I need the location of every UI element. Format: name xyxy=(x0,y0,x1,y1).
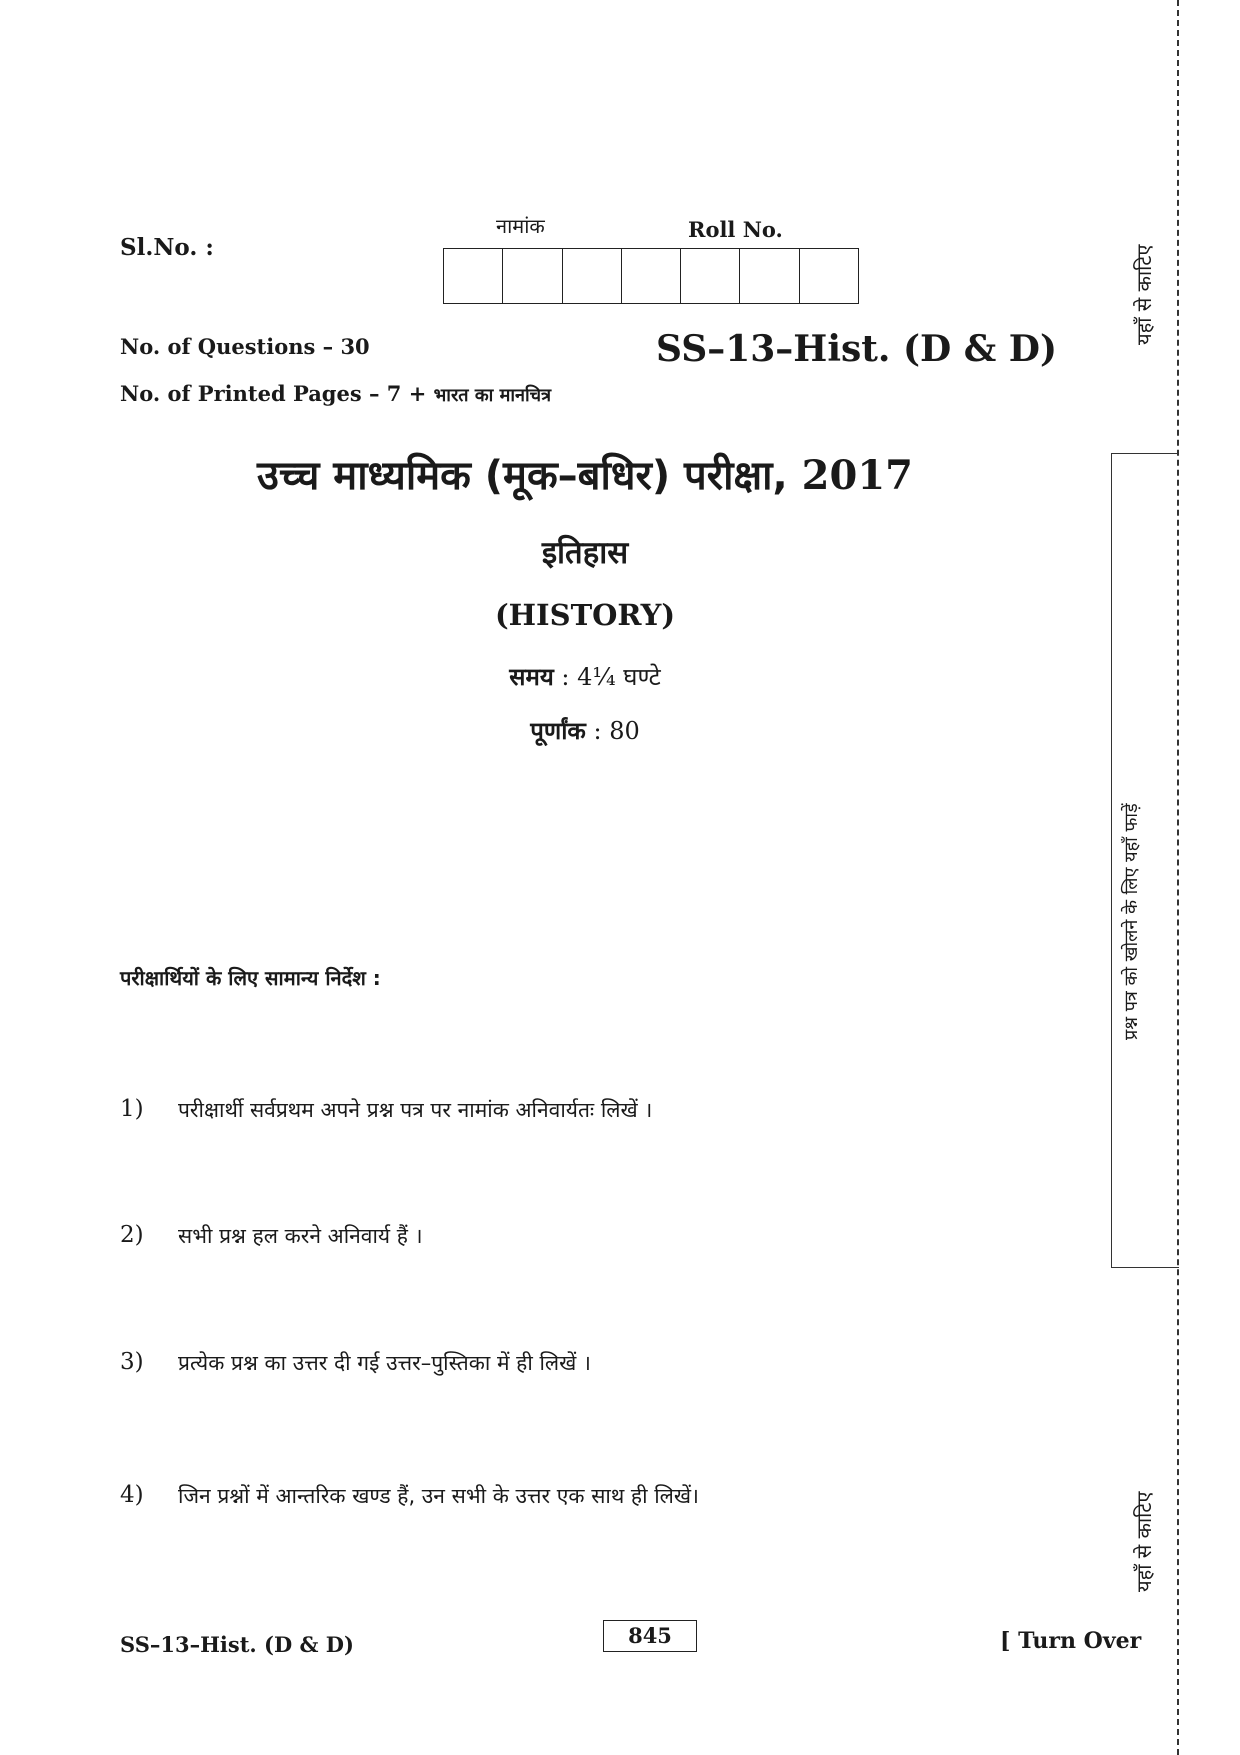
roll-number-label: Roll No. xyxy=(688,217,783,242)
exam-title-hindi: उच्च माध्यमिक (मूक–बधिर) परीक्षा, xyxy=(256,453,788,499)
number-of-questions: No. of Questions – 30 xyxy=(120,334,370,359)
instruction-number: 4) xyxy=(120,1482,144,1508)
exam-title xyxy=(0,446,1170,501)
subject-title-hindi: इतिहास xyxy=(541,535,629,571)
footer-paper-code: SS–13–Hist. (D & D) xyxy=(120,1632,354,1657)
max-marks xyxy=(0,714,1170,747)
instruction-text: सभी प्रश्न हल करने अनिवार्य हैं । xyxy=(178,1224,423,1248)
exam-duration xyxy=(0,660,1170,693)
roll-digit-box[interactable] xyxy=(622,249,681,303)
tear-here-text: प्रश्न पत्र को खोलने के लिए यहाँ फाड़ें xyxy=(1121,803,1142,1040)
marks-value: : 80 xyxy=(593,717,640,745)
roll-digit-box[interactable] xyxy=(563,249,622,303)
page-number-box: 845 xyxy=(603,1620,697,1652)
instruction-item xyxy=(120,1096,652,1124)
roll-digit-box[interactable] xyxy=(800,249,858,303)
instruction-item xyxy=(120,1349,591,1377)
cut-here-top: यहाँ से काटिए xyxy=(1132,244,1156,345)
instruction-text: परीक्षार्थी सर्वप्रथम अपने प्रश्न पत्र पर नामांक अनिवार्यतः लिखें । xyxy=(178,1098,653,1122)
namank-label: नामांक xyxy=(496,214,545,238)
roll-digit-box[interactable] xyxy=(740,249,799,303)
cut-here-bottom: यहाँ से काटिए xyxy=(1132,1491,1156,1592)
instruction-text: प्रत्येक प्रश्न का उत्तर दी गई उत्तर–पुस्तिका में ही लिखें । xyxy=(178,1351,591,1375)
serial-number-label: Sl.No. : xyxy=(120,234,214,261)
turn-over: [ Turn Over xyxy=(1000,1628,1142,1654)
time-value: : 4¼ घण्टे xyxy=(561,663,661,691)
instruction-item xyxy=(120,1222,423,1250)
subject-title-english: (HISTORY) xyxy=(494,598,676,632)
exam-year: 2017 xyxy=(801,452,913,499)
instruction-text: जिन प्रश्नों में आन्तरिक खण्ड हैं, उन सभी के उत्तर एक साथ ही लिखें। xyxy=(178,1484,700,1508)
printed-pages xyxy=(120,381,551,407)
instruction-item xyxy=(120,1482,699,1510)
marks-label: पूर्णांक xyxy=(530,717,586,745)
paper-code: SS–13–Hist. (D & D) xyxy=(656,328,1058,370)
roll-digit-box[interactable] xyxy=(444,249,503,303)
time-label: समय xyxy=(509,663,554,691)
instruction-number: 1) xyxy=(120,1096,144,1122)
instruction-number: 2) xyxy=(120,1222,144,1248)
instructions-heading: परीक्षार्थियों के लिए सामान्य निर्देश : xyxy=(120,966,381,990)
printed-pages-en: No. of Printed Pages – 7 + xyxy=(120,381,427,406)
printed-pages-map: भारत का मानचित्र xyxy=(433,385,552,406)
instruction-number: 3) xyxy=(120,1349,144,1375)
roll-number-boxes xyxy=(443,248,859,304)
roll-digit-box[interactable] xyxy=(681,249,740,303)
roll-digit-box[interactable] xyxy=(503,249,562,303)
